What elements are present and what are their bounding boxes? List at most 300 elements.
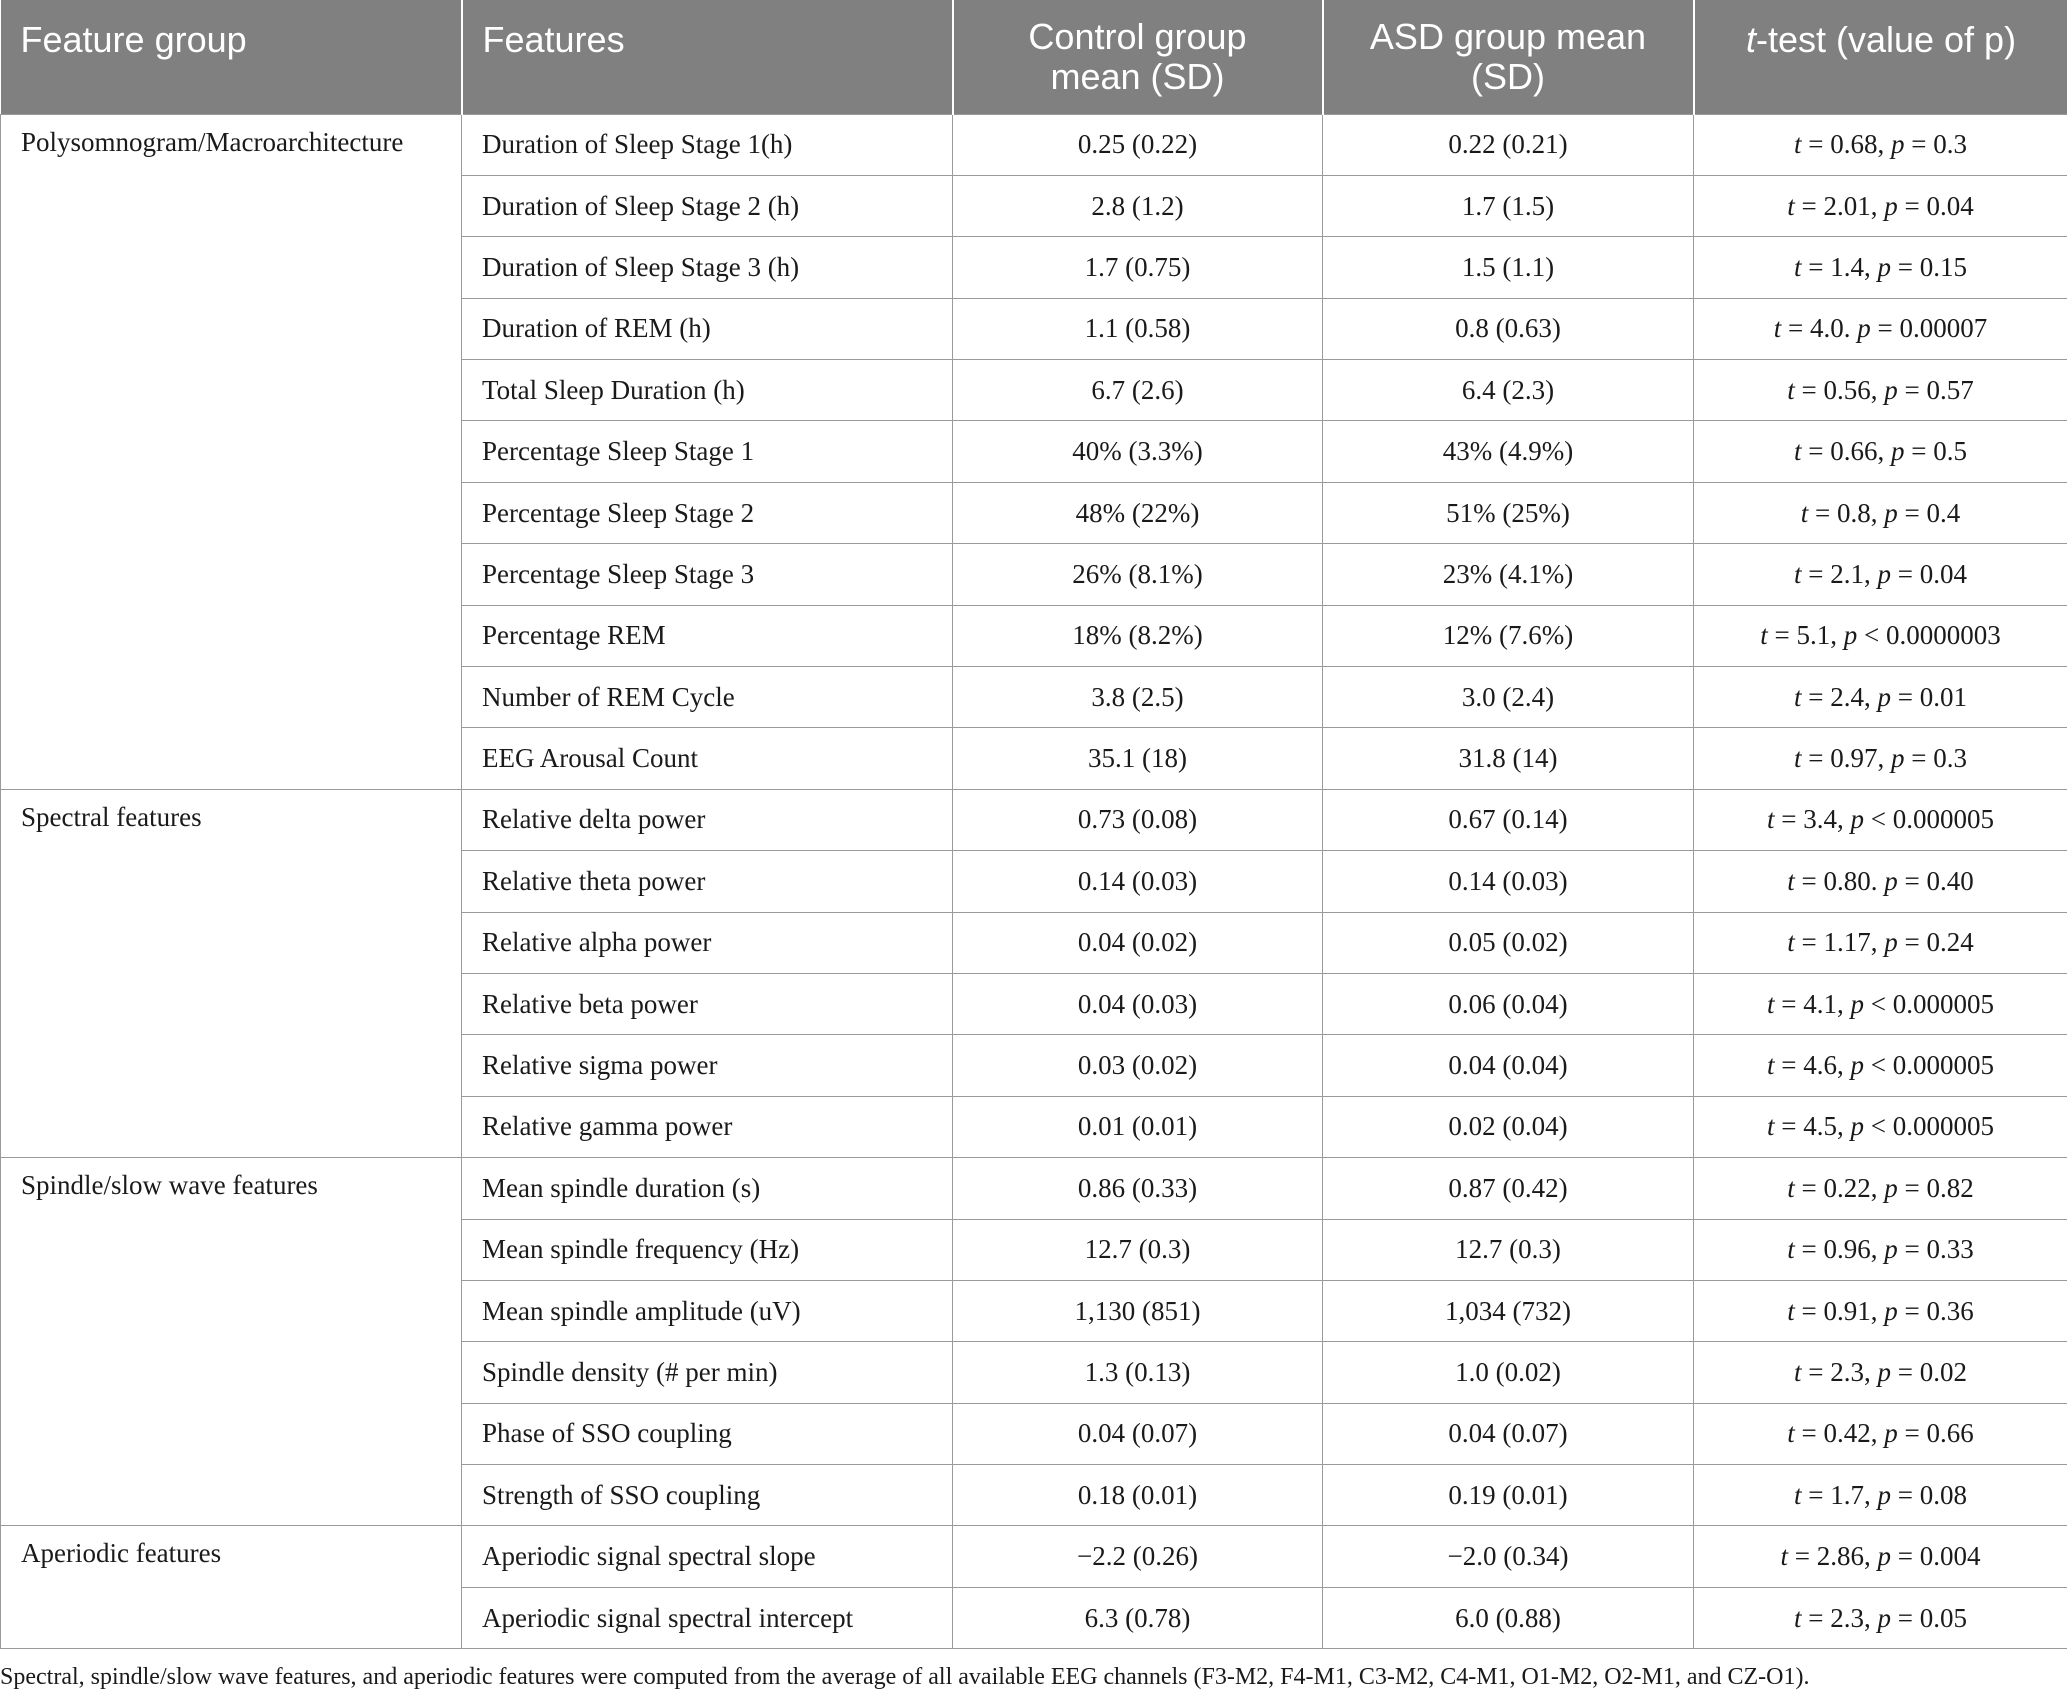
ttest-separator: , — [1864, 251, 1878, 282]
header-ttest — [1694, 0, 2067, 114]
header-asd-line1: ASD group mean — [1369, 15, 1647, 57]
ttest-cell — [1694, 973, 2067, 1034]
ttest-p-op-post — [1913, 252, 1920, 282]
asd-mean-cell: 0.22 (0.21) — [1323, 114, 1694, 175]
ttest-t-value: 1.17 — [1823, 927, 1871, 958]
feature-name-cell: Relative beta power — [462, 973, 953, 1034]
ttest-t-value: 2.3 — [1830, 1602, 1864, 1633]
control-mean-cell: 1,130 (851) — [953, 1280, 1323, 1341]
control-mean-cell: 0.04 (0.07) — [953, 1403, 1323, 1464]
ttest-p-value: 0.4 — [1926, 497, 1961, 528]
ttest-t-eq: = — [1794, 927, 1824, 958]
ttest-p-symbol: p — [1884, 1295, 1898, 1326]
ttest-t-eq: = — [1794, 1172, 1824, 1203]
ttest-t-eq: = — [1801, 129, 1831, 160]
ttest-cell — [1694, 1403, 2067, 1464]
header-features: Features — [462, 0, 953, 114]
ttest-p-symbol: p — [1877, 1602, 1891, 1633]
ttest-cell — [1694, 1219, 2067, 1280]
ttest-t-eq: = — [1774, 804, 1804, 835]
feature-name-cell: Spindle density (# per min) — [462, 1342, 953, 1403]
ttest-p-op-post — [1913, 1541, 1920, 1571]
ttest-p-op-post — [1913, 1480, 1920, 1510]
ttest-separator: , — [1870, 190, 1885, 221]
ttest-p-value: 0.00007 — [1899, 313, 1988, 344]
control-mean-cell: 0.14 (0.03) — [953, 851, 1323, 912]
ttest-p-value: 0.04 — [1926, 190, 1974, 221]
ttest-p-op-pre — [1871, 313, 1878, 343]
control-mean-cell: −2.2 (0.26) — [953, 1526, 1323, 1587]
control-mean-cell: 0.04 (0.03) — [953, 973, 1323, 1034]
ttest-p-op-pre — [1864, 989, 1871, 1019]
asd-mean-cell: 23% (4.1%) — [1323, 544, 1694, 605]
ttest-separator: , — [1837, 1050, 1851, 1081]
asd-mean-cell: 12.7 (0.3) — [1323, 1219, 1694, 1280]
ttest-p-op-pre — [1864, 1111, 1871, 1141]
ttest-p-value: 0.40 — [1926, 865, 1974, 896]
asd-mean-cell: 0.04 (0.07) — [1323, 1403, 1694, 1464]
control-mean-cell: 3.8 (2.5) — [953, 667, 1323, 728]
ttest-p-value: 0.3 — [1933, 743, 1967, 774]
ttest-p-op-post — [1886, 1050, 1893, 1080]
ttest-t-symbol: t — [1794, 251, 1802, 282]
ttest-p-op: < — [1870, 1050, 1886, 1081]
ttest-t-value: 2.1 — [1830, 558, 1864, 589]
ttest-t-eq: = — [1781, 313, 1810, 344]
asd-mean-cell: 0.05 (0.02) — [1323, 912, 1694, 973]
asd-mean-cell: 0.02 (0.04) — [1323, 1096, 1694, 1157]
feature-name-cell: Percentage Sleep Stage 1 — [462, 421, 953, 482]
ttest-t-value: 3.4 — [1803, 804, 1837, 835]
ttest-t-value: 1.4 — [1830, 251, 1864, 282]
ttest-separator: , — [1870, 374, 1885, 405]
ttest-separator: , — [1870, 1295, 1885, 1326]
control-mean-cell: 0.25 (0.22) — [953, 114, 1323, 175]
ttest-separator: , — [1864, 1602, 1878, 1633]
feature-group-cell: Spindle/slow wave features — [1, 1158, 462, 1526]
ttest-cell — [1694, 789, 2067, 850]
ttest-t-symbol: t — [1794, 129, 1802, 160]
ttest-p-op-pre — [1857, 620, 1864, 650]
ttest-t-symbol: t — [1794, 743, 1802, 774]
feature-name-cell: Mean spindle frequency (Hz) — [462, 1219, 953, 1280]
ttest-t-value: 4.6 — [1803, 1050, 1837, 1081]
asd-mean-cell: 51% (25%) — [1323, 482, 1694, 543]
ttest-p-value: 0.3 — [1933, 129, 1967, 160]
ttest-t-eq: = — [1808, 497, 1837, 528]
ttest-p-value: 0.57 — [1926, 374, 1974, 405]
ttest-cell — [1694, 1465, 2067, 1526]
ttest-separator: , — [1877, 436, 1891, 467]
ttest-p-value: 0.0000003 — [1885, 620, 2001, 651]
ttest-t-value: 2.01 — [1823, 190, 1871, 221]
ttest-t-value: 0.80 — [1823, 865, 1871, 896]
ttest-t-symbol: t — [1800, 497, 1809, 528]
header-asd-mean — [1323, 0, 1694, 114]
control-mean-cell: 35.1 (18) — [953, 728, 1323, 789]
ttest-p-symbol: p — [1877, 1357, 1891, 1387]
ttest-t-eq: = — [1801, 1357, 1831, 1387]
asd-mean-cell: 0.87 (0.42) — [1323, 1158, 1694, 1219]
ttest-separator: , — [1870, 1172, 1885, 1203]
ttest-separator: , — [1830, 620, 1844, 651]
ttest-p-op-pre — [1898, 375, 1905, 405]
control-mean-cell: 1.3 (0.13) — [953, 1342, 1323, 1403]
feature-name-cell: Strength of SSO coupling — [462, 1465, 953, 1526]
feature-name-cell: Relative sigma power — [462, 1035, 953, 1096]
feature-name-cell: Duration of REM (h) — [462, 298, 953, 359]
ttest-cell — [1694, 1158, 2067, 1219]
control-mean-cell: 2.8 (1.2) — [953, 175, 1323, 236]
ttest-t-symbol: t — [1787, 190, 1795, 221]
ttest-separator: . — [1870, 865, 1885, 896]
ttest-p-op: = — [1904, 1172, 1920, 1203]
ttest-p-op: = — [1897, 1479, 1913, 1510]
ttest-p-op: = — [1904, 927, 1920, 958]
ttest-t-symbol: t — [1794, 1602, 1802, 1633]
ttest-cell — [1694, 1280, 2067, 1341]
ttest-p-op: = — [1904, 1418, 1920, 1449]
ttest-p-symbol: p — [1850, 1050, 1864, 1081]
ttest-p-symbol: p — [1877, 1479, 1891, 1510]
ttest-p-op-post — [1913, 559, 1920, 589]
ttest-t-eq: = — [1801, 1602, 1831, 1633]
ttest-p-op-pre — [1898, 866, 1905, 896]
feature-name-cell: Relative delta power — [462, 789, 953, 850]
ttest-t-eq: = — [1794, 1234, 1824, 1265]
ttest-p-value: 0.33 — [1926, 1234, 1974, 1265]
header-control-line1: Control group — [1028, 15, 1247, 57]
feature-name-cell: Aperiodic signal spectral intercept — [462, 1587, 953, 1648]
ttest-t-value: 0.42 — [1823, 1418, 1871, 1449]
ttest-p-op: = — [1897, 681, 1913, 712]
ttest-p-op: < — [1870, 988, 1886, 1019]
ttest-p-op: = — [1911, 129, 1927, 160]
ttest-t-eq: = — [1774, 1050, 1804, 1081]
ttest-cell — [1694, 175, 2067, 236]
ttest-p-op: = — [1897, 251, 1913, 282]
ttest-p-op: < — [1864, 620, 1880, 651]
control-mean-cell: 0.73 (0.08) — [953, 789, 1323, 850]
asd-mean-cell: 0.14 (0.03) — [1323, 851, 1694, 912]
table-row — [1, 114, 2067, 175]
ttest-t-value: 0.66 — [1830, 436, 1878, 467]
feature-name-cell: Relative theta power — [462, 851, 953, 912]
ttest-p-op-pre — [1864, 804, 1871, 834]
header-control-line2: mean (SD) — [1050, 55, 1225, 97]
ttest-t-value: 4.5 — [1803, 1111, 1837, 1142]
feature-name-cell: Percentage Sleep Stage 2 — [462, 482, 953, 543]
ttest-p-symbol: p — [1884, 1172, 1898, 1203]
ttest-p-value: 0.5 — [1933, 436, 1967, 467]
ttest-p-op: = — [1897, 558, 1913, 589]
ttest-p-value: 0.000005 — [1892, 1111, 1994, 1142]
ttest-cell — [1694, 605, 2067, 666]
ttest-cell — [1694, 544, 2067, 605]
ttest-p-op-post — [1913, 682, 1920, 712]
control-mean-cell: 0.03 (0.02) — [953, 1035, 1323, 1096]
ttest-cell — [1694, 1587, 2067, 1648]
ttest-p-op-post — [1913, 1603, 1920, 1633]
ttest-t-value: 0.91 — [1823, 1295, 1871, 1326]
ttest-p-symbol: p — [1884, 927, 1898, 958]
control-mean-cell: 6.3 (0.78) — [953, 1587, 1323, 1648]
ttest-t-eq: = — [1767, 620, 1797, 651]
ttest-t-value: 0.96 — [1823, 1234, 1871, 1265]
ttest-cell — [1694, 114, 2067, 175]
ttest-p-value: 0.01 — [1919, 681, 1967, 712]
ttest-p-op: = — [1877, 313, 1893, 344]
ttest-t-eq: = — [1794, 1295, 1824, 1326]
asd-mean-cell: 0.19 (0.01) — [1323, 1465, 1694, 1526]
table-row — [1, 789, 2067, 850]
ttest-p-symbol: p — [1884, 374, 1898, 405]
ttest-p-op-pre — [1898, 927, 1905, 957]
control-mean-cell: 26% (8.1%) — [953, 544, 1323, 605]
asd-mean-cell: 1,034 (732) — [1323, 1280, 1694, 1341]
ttest-t-eq: = — [1801, 558, 1831, 589]
ttest-p-op-pre — [1891, 252, 1898, 282]
ttest-t-symbol: t — [1787, 1234, 1795, 1265]
ttest-p-value: 0.24 — [1926, 927, 1974, 958]
ttest-p-symbol: p — [1877, 1541, 1891, 1572]
asd-mean-cell: 6.0 (0.88) — [1323, 1587, 1694, 1648]
ttest-t-symbol: t — [1787, 1172, 1795, 1203]
ttest-p-value: 0.36 — [1926, 1295, 1974, 1326]
ttest-p-value: 0.000005 — [1892, 988, 1994, 1019]
ttest-t-symbol: t — [1794, 681, 1802, 712]
ttest-p-value: 0.02 — [1919, 1357, 1967, 1387]
ttest-p-op-pre — [1891, 559, 1898, 589]
ttest-p-op-post — [1886, 1111, 1893, 1141]
ttest-p-symbol: p — [1884, 190, 1898, 221]
feature-name-cell: Duration of Sleep Stage 3 (h) — [462, 237, 953, 298]
ttest-p-op: = — [1904, 1295, 1920, 1326]
ttest-p-symbol: p — [1877, 681, 1891, 712]
ttest-separator: , — [1864, 558, 1878, 589]
ttest-separator: , — [1870, 927, 1885, 958]
ttest-p-op: = — [1911, 436, 1927, 467]
ttest-p-symbol: p — [1891, 436, 1905, 467]
ttest-p-op: = — [1904, 497, 1920, 528]
asd-mean-cell: 0.8 (0.63) — [1323, 298, 1694, 359]
ttest-separator: , — [1864, 1479, 1878, 1510]
ttest-t-symbol: t — [1794, 558, 1802, 589]
asd-mean-cell: 0.06 (0.04) — [1323, 973, 1694, 1034]
asd-mean-cell: 1.7 (1.5) — [1323, 175, 1694, 236]
feature-group-cell: Polysomnogram/Macroarchitecture — [1, 114, 462, 789]
control-mean-cell: 48% (22%) — [953, 482, 1323, 543]
ttest-p-op: = — [1904, 374, 1920, 405]
ttest-t-value: 0.56 — [1823, 374, 1871, 405]
ttest-separator: , — [1870, 1234, 1885, 1265]
ttest-t-eq: = — [1794, 374, 1824, 405]
ttest-t-eq: = — [1801, 1479, 1831, 1510]
ttest-cell — [1694, 360, 2067, 421]
ttest-t-symbol: t — [1780, 1541, 1789, 1572]
ttest-t-symbol: t — [1767, 804, 1775, 835]
ttest-p-value: 0.000005 — [1892, 1050, 1994, 1081]
ttest-p-op-pre — [1891, 1480, 1898, 1510]
table-body — [1, 114, 2067, 1649]
ttest-t-eq: = — [1801, 436, 1831, 467]
ttest-t-symbol: t — [1787, 865, 1795, 896]
ttest-cell — [1694, 912, 2067, 973]
ttest-p-op: = — [1897, 1602, 1913, 1633]
ttest-cell — [1694, 1526, 2067, 1587]
asd-mean-cell: 0.67 (0.14) — [1323, 789, 1694, 850]
ttest-separator: , — [1864, 1357, 1878, 1387]
ttest-p-op-pre — [1898, 1234, 1905, 1264]
control-mean-cell: 0.01 (0.01) — [953, 1096, 1323, 1157]
asd-mean-cell: 0.04 (0.04) — [1323, 1035, 1694, 1096]
ttest-separator: , — [1870, 1418, 1885, 1449]
ttest-p-op-post — [1886, 804, 1893, 834]
ttest-t-eq: = — [1801, 681, 1831, 712]
ttest-t-eq: = — [1801, 251, 1831, 282]
control-mean-cell: 0.18 (0.01) — [953, 1465, 1323, 1526]
ttest-p-op-pre — [1898, 1173, 1905, 1203]
ttest-t-value: 4.1 — [1803, 988, 1837, 1019]
ttest-p-op: = — [1904, 865, 1920, 896]
ttest-separator: , — [1864, 1541, 1878, 1572]
ttest-t-symbol: t — [1794, 1479, 1802, 1510]
ttest-p-value: 0.04 — [1919, 558, 1967, 589]
ttest-t-value: 5.1 — [1796, 620, 1831, 651]
ttest-p-op-pre — [1898, 1296, 1905, 1326]
header-control-mean — [953, 0, 1323, 114]
ttest-p-value: 0.05 — [1919, 1602, 1967, 1633]
feature-name-cell: Duration of Sleep Stage 1(h) — [462, 114, 953, 175]
control-mean-cell: 0.04 (0.02) — [953, 912, 1323, 973]
ttest-p-symbol: p — [1891, 743, 1905, 774]
header-ttest-rest: -test (value of p) — [1755, 19, 2017, 60]
feature-group-cell: Aperiodic features — [1, 1526, 462, 1649]
ttest-p-value: 0.004 — [1919, 1541, 1981, 1572]
ttest-p-op-pre — [1898, 498, 1905, 528]
ttest-p-op-post — [1879, 620, 1886, 650]
ttest-p-symbol: p — [1877, 558, 1891, 589]
ttest-t-value: 0.97 — [1830, 743, 1878, 774]
feature-name-cell: Aperiodic signal spectral slope — [462, 1526, 953, 1587]
header-asd-line2: (SD) — [1471, 55, 1545, 97]
ttest-p-op-post — [1913, 1357, 1920, 1387]
ttest-p-symbol: p — [1850, 988, 1864, 1019]
feature-name-cell: Percentage REM — [462, 605, 953, 666]
control-mean-cell: 12.7 (0.3) — [953, 1219, 1323, 1280]
feature-group-cell: Spectral features — [1, 789, 462, 1157]
ttest-p-symbol: p — [1884, 1418, 1898, 1449]
ttest-p-value: 0.82 — [1926, 1172, 1974, 1203]
ttest-t-eq: = — [1794, 190, 1824, 221]
ttest-cell — [1694, 1035, 2067, 1096]
feature-name-cell: Duration of Sleep Stage 2 (h) — [462, 175, 953, 236]
control-mean-cell: 1.7 (0.75) — [953, 237, 1323, 298]
ttest-p-symbol: p — [1877, 251, 1891, 282]
feature-name-cell: Phase of SSO coupling — [462, 1403, 953, 1464]
asd-mean-cell: 31.8 (14) — [1323, 728, 1694, 789]
feature-name-cell: Percentage Sleep Stage 3 — [462, 544, 953, 605]
ttest-t-value: 2.86 — [1816, 1541, 1864, 1572]
asd-mean-cell: 43% (4.9%) — [1323, 421, 1694, 482]
ttest-t-eq: = — [1794, 1418, 1824, 1449]
ttest-t-value: 0.8 — [1837, 497, 1871, 528]
ttest-p-symbol: p — [1843, 620, 1858, 651]
ttest-p-op-post — [1886, 989, 1893, 1019]
control-mean-cell: 40% (3.3%) — [953, 421, 1323, 482]
ttest-t-value: 1.7 — [1830, 1479, 1864, 1510]
asd-mean-cell: 1.5 (1.1) — [1323, 237, 1694, 298]
ttest-t-eq: = — [1794, 865, 1824, 896]
ttest-separator: , — [1870, 497, 1885, 528]
ttest-separator: , — [1877, 743, 1891, 774]
ttest-t-symbol: t — [1787, 1418, 1795, 1449]
ttest-p-symbol: p — [1891, 129, 1905, 160]
ttest-p-symbol: p — [1857, 313, 1871, 344]
ttest-t-symbol: t — [1787, 1295, 1795, 1326]
feature-name-cell: Mean spindle amplitude (uV) — [462, 1280, 953, 1341]
control-mean-cell: 1.1 (0.58) — [953, 298, 1323, 359]
ttest-cell — [1694, 421, 2067, 482]
feature-name-cell: Relative gamma power — [462, 1096, 953, 1157]
ttest-t-symbol: t — [1767, 988, 1775, 1019]
ttest-p-value: 0.15 — [1919, 251, 1967, 282]
asd-mean-cell: 1.0 (0.02) — [1323, 1342, 1694, 1403]
ttest-p-symbol: p — [1850, 804, 1864, 835]
control-mean-cell: 18% (8.2%) — [953, 605, 1323, 666]
ttest-p-op-pre — [1891, 1357, 1898, 1387]
ttest-p-value: 0.66 — [1926, 1418, 1974, 1449]
feature-name-cell: Mean spindle duration (s) — [462, 1158, 953, 1219]
ttest-p-op-pre — [1898, 191, 1905, 221]
ttest-t-value: 0.22 — [1823, 1172, 1871, 1203]
header-ttest-italic: t — [1745, 19, 1756, 60]
ttest-cell — [1694, 482, 2067, 543]
ttest-p-op-pre — [1891, 1603, 1898, 1633]
ttest-separator: , — [1837, 804, 1851, 835]
asd-mean-cell: 3.0 (2.4) — [1323, 667, 1694, 728]
feature-name-cell: Number of REM Cycle — [462, 667, 953, 728]
ttest-p-op: = — [1904, 1234, 1920, 1265]
table-row — [1, 1158, 2067, 1219]
ttest-t-symbol: t — [1794, 1357, 1802, 1387]
ttest-cell — [1694, 667, 2067, 728]
ttest-p-op-pre — [1891, 682, 1898, 712]
ttest-p-op: = — [1911, 743, 1927, 774]
ttest-cell — [1694, 728, 2067, 789]
ttest-t-eq: = — [1774, 988, 1804, 1019]
control-mean-cell: 6.7 (2.6) — [953, 360, 1323, 421]
ttest-t-symbol: t — [1787, 927, 1795, 958]
ttest-t-value: 4.0 — [1810, 313, 1844, 344]
ttest-cell — [1694, 1096, 2067, 1157]
ttest-cell — [1694, 298, 2067, 359]
ttest-p-symbol: p — [1850, 1111, 1864, 1142]
ttest-p-value: 0.000005 — [1892, 804, 1994, 835]
feature-name-cell: Relative alpha power — [462, 912, 953, 973]
ttest-p-op: = — [1897, 1357, 1913, 1387]
ttest-separator: , — [1864, 681, 1878, 712]
ttest-t-symbol: t — [1773, 313, 1782, 344]
ttest-cell — [1694, 237, 2067, 298]
ttest-t-value: 2.3 — [1830, 1357, 1864, 1387]
ttest-p-op-pre — [1898, 1418, 1905, 1448]
ttest-t-symbol: t — [1787, 374, 1795, 405]
ttest-t-symbol: t — [1767, 1111, 1775, 1142]
ttest-p-op: < — [1870, 1111, 1886, 1142]
control-mean-cell: 0.86 (0.33) — [953, 1158, 1323, 1219]
ttest-t-symbol: t — [1794, 436, 1802, 467]
